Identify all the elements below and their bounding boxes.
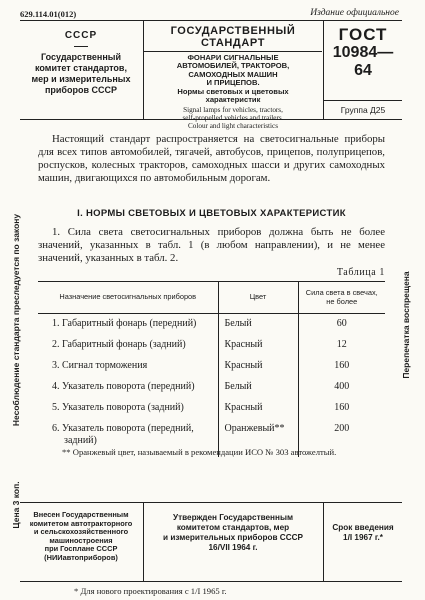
approved-line: комитетом стандартов, мер <box>176 523 290 532</box>
section-title: I. НОРМЫ СВЕТОВЫХ И ЦВЕТОВЫХ ХАРАКТЕРИСТИК <box>77 208 346 219</box>
effective-line: 1/I 1967 г.* <box>343 533 383 542</box>
limits-table <box>38 281 385 457</box>
row-color: Красный <box>218 356 298 377</box>
row-value: 60 <box>298 314 385 335</box>
approved-line: 16/VII 1964 г. <box>208 543 258 552</box>
effective-date <box>324 503 402 581</box>
table-row <box>38 377 385 398</box>
effective-footnote: * Для нового проектирования с 1/I 1965 г. <box>74 586 227 596</box>
row-value: 200 <box>298 419 385 457</box>
row-value: 12 <box>298 335 385 356</box>
row-value: 400 <box>298 377 385 398</box>
row-purpose: 3. Сигнал торможения <box>52 359 148 371</box>
title-rule <box>144 51 322 52</box>
header-intensity: Сила света в свечах, не более <box>298 282 385 314</box>
title-en-line: Signal lamps for vehicles, tractors, <box>183 106 283 115</box>
row-color: Оранжевый** <box>218 419 298 457</box>
row-purpose: 6. Указатель поворота (передний, задний) <box>52 422 194 446</box>
edition-label: Издание официальное <box>310 8 399 18</box>
gost-label: ГОСТ <box>338 25 388 44</box>
approved-line: Утвержден Государственным <box>172 513 293 522</box>
standard-line: СТАНДАРТ <box>200 37 266 49</box>
row-color: Белый <box>218 377 298 398</box>
introduced-by <box>20 503 142 581</box>
title-line: АВТОМОБИЛЕЙ, ТРАКТОРОВ, <box>176 61 290 71</box>
gost-number: 10984—64 <box>332 44 394 79</box>
row-color: Белый <box>218 314 298 335</box>
approval-info <box>144 503 322 581</box>
effective-line: Срок введения <box>332 523 394 532</box>
approved-line: и измерительных приборов СССР <box>163 533 303 542</box>
legal-notice-margin <box>4 190 24 450</box>
table-row <box>38 314 385 335</box>
committee-line: мер и измерительных <box>31 74 131 84</box>
table-row <box>38 398 385 419</box>
row-color: Красный <box>218 335 298 356</box>
title-line: САМОХОДНЫХ МАШИН <box>188 69 278 79</box>
subtitle-line: Нормы световых и цветовых <box>177 86 289 96</box>
title-en-line: Colour and light characteristics <box>187 122 279 131</box>
subtitle-line: характеристик <box>205 95 261 105</box>
divider-dash <box>74 46 88 47</box>
standard-heading <box>144 25 322 49</box>
standard-line: ГОСУДАРСТВЕННЫЙ <box>170 25 296 37</box>
legal-notice-text: Несоблюдение стандарта преследуется по закону <box>11 213 21 427</box>
table-row <box>38 356 385 377</box>
issuer-column <box>20 21 142 119</box>
committee-line: Государственный <box>41 52 121 62</box>
introduced-line: и сельскохозяйственного <box>33 527 129 537</box>
introduced-line: Внесен Государственным <box>33 510 129 519</box>
committee-name <box>20 52 142 96</box>
introduced-line: комитетом автотракторного <box>29 518 133 528</box>
row-purpose: 5. Указатель поворота (задний) <box>52 401 184 413</box>
title-en-line: self-propelled vehicles and trailers. <box>182 114 284 123</box>
row-color: Красный <box>218 398 298 419</box>
introduced-line: машиностроения <box>49 535 113 545</box>
table-row <box>38 335 385 356</box>
header-purpose: Назначение светосигнальных приборов <box>38 282 218 314</box>
udc-code: 629.114.01(012) <box>20 9 77 19</box>
row-purpose: 4. Указатель поворота (передний) <box>52 380 195 392</box>
committee-line: приборов СССР <box>44 85 118 95</box>
gost-column <box>324 21 402 119</box>
group-code: Группа Д25 <box>324 100 402 115</box>
committee-line: комитет стандартов, <box>35 63 127 73</box>
subtitle-russian <box>144 88 322 105</box>
clause-1: 1. Сила света светосигнальных приборов должна быть не более значений, указанных в табл. 1 (в любом направлении), и не менее значений, указанных в табл. 2. <box>38 226 385 264</box>
table-header-row <box>38 282 385 314</box>
reprint-margin <box>396 250 416 400</box>
title-russian <box>144 54 322 88</box>
introduced-line: при Госплане СССР <box>44 544 118 554</box>
row-value: 160 <box>298 398 385 419</box>
row-purpose: 1. Габаритный фонарь (передний) <box>52 318 197 329</box>
title-line: И ПРИЦЕПОВ. <box>206 78 260 88</box>
table-caption: Таблица 1 <box>336 267 385 278</box>
title-line: ФОНАРИ СИГНАЛЬНЫЕ <box>187 53 279 62</box>
row-value: 160 <box>298 356 385 377</box>
footer-block <box>20 502 402 582</box>
intro-paragraph: Настоящий стандарт распространяется на светосигнальные приборы для всех типов автомобилей, тягачей, автобусов, прицепов, полуприцепов, роспусков, колесных тракторов, самоходных шасси и других самоходных машин, двигающихся по автомобильным дорогам. <box>38 133 385 184</box>
introduced-line: (НИИавтоприборов) <box>44 552 118 562</box>
table-footnote: ** Оранжевый цвет, называемый в рекомендации ИСО № 303 автожелтый. <box>62 447 337 457</box>
row-purpose: 2. Габаритный фонарь (задний) <box>52 338 186 350</box>
price-text: Цена 3 коп. <box>11 481 21 529</box>
header-color: Цвет <box>218 282 298 314</box>
reprint-text: Перепечатка воспрещена <box>401 271 411 379</box>
country-label: СССР <box>64 30 98 41</box>
header-block <box>20 20 402 131</box>
title-column <box>144 21 322 131</box>
title-english <box>144 106 322 130</box>
